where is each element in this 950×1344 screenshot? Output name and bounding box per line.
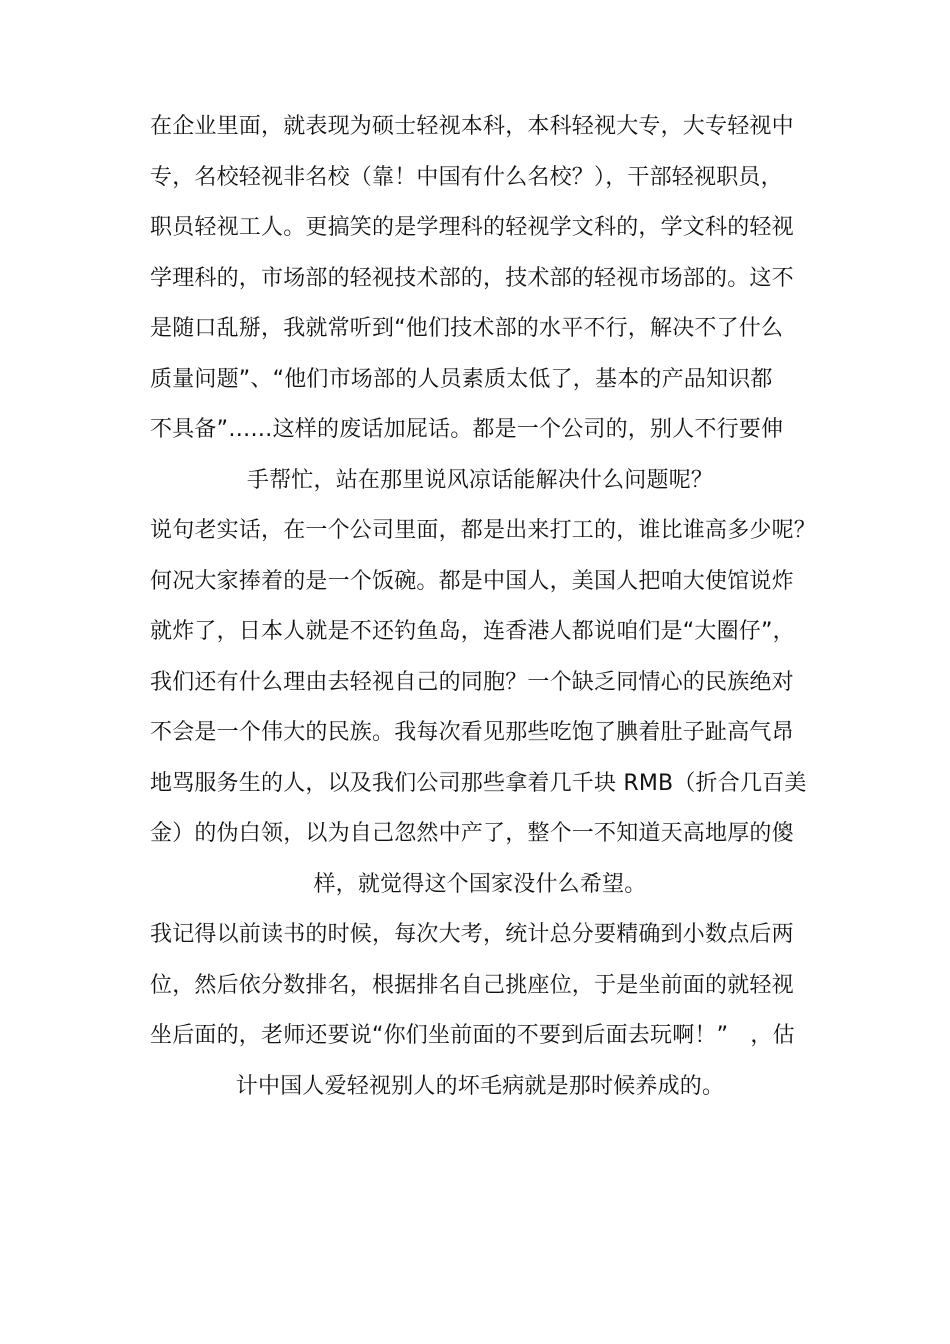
text-line: 地骂服务生的人，以及我们公司那些拿着几千块 RMB（折合几百美	[150, 770, 807, 796]
text-line: 就炸了，日本人就是不还钓鱼岛，连香港人都说咱们是“大圈仔”，	[150, 619, 795, 644]
text-line: 不具备”……这样的废话加屁话。都是一个公司的，别人不行要伸	[150, 417, 784, 442]
paragraph-1	[150, 102, 810, 506]
text-line: 专，名校轻视非名校（靠！中国有什么名校？），干部轻视职员，	[150, 164, 783, 190]
text-line-last: 样，就觉得这个国家没什么希望。	[313, 871, 647, 897]
text-line-last: 手帮忙，站在那里说风凉话能解决什么问题呢？	[246, 467, 714, 493]
text-line: 何况大家捧着的是一个饭碗。都是中国人，美国人把咱大使馆说炸	[150, 568, 794, 594]
text-line: 我记得以前读书的时候，每次大考，统计总分要精确到小数点后两	[150, 922, 794, 947]
text-line: 学理科的，市场部的轻视技术部的，技术部的轻视市场部的。这不	[150, 265, 794, 291]
text-line: 金）的伪白领，以为自己忽然中产了，整个一不知道天高地厚的傻	[150, 821, 794, 846]
text-line: 职员轻视工人。更搞笑的是学理科的轻视学文科的，学文科的轻视	[150, 215, 794, 240]
paragraph-3	[150, 910, 810, 1112]
text-line: 在企业里面，就表现为硕士轻视本科，本科轻视大专，大专轻视中	[150, 114, 794, 139]
text-line: 我们还有什么理由去轻视自己的同胞？一个缺乏同情心的民族绝对	[150, 669, 794, 695]
text-line: 不会是一个伟大的民族。我每次看见那些吃饱了腆着肚子趾高气昂	[150, 720, 794, 745]
paragraph-2	[150, 506, 817, 910]
text-line: 是随口乱掰，我就常听到“他们技术部的水平不行，解决不了什么	[150, 316, 784, 341]
text-line-last: 计中国人爱轻视别人的坏毛病就是那时候养成的。	[235, 1073, 725, 1099]
document-body	[150, 102, 817, 1112]
text-line: 说句老实话，在一个公司里面，都是出来打工的，谁比谁高多少呢？	[150, 518, 817, 543]
text-line: 质量问题”、“他们市场部的人员素质太低了，基本的产品知识都	[150, 366, 773, 392]
text-line: 位，然后依分数排名，根据排名自己挑座位，于是坐前面的就轻视	[150, 972, 794, 998]
text-line: 坐后面的，老师还要说“你们坐前面的不要到后面去玩啊！” ，估	[150, 1023, 795, 1048]
